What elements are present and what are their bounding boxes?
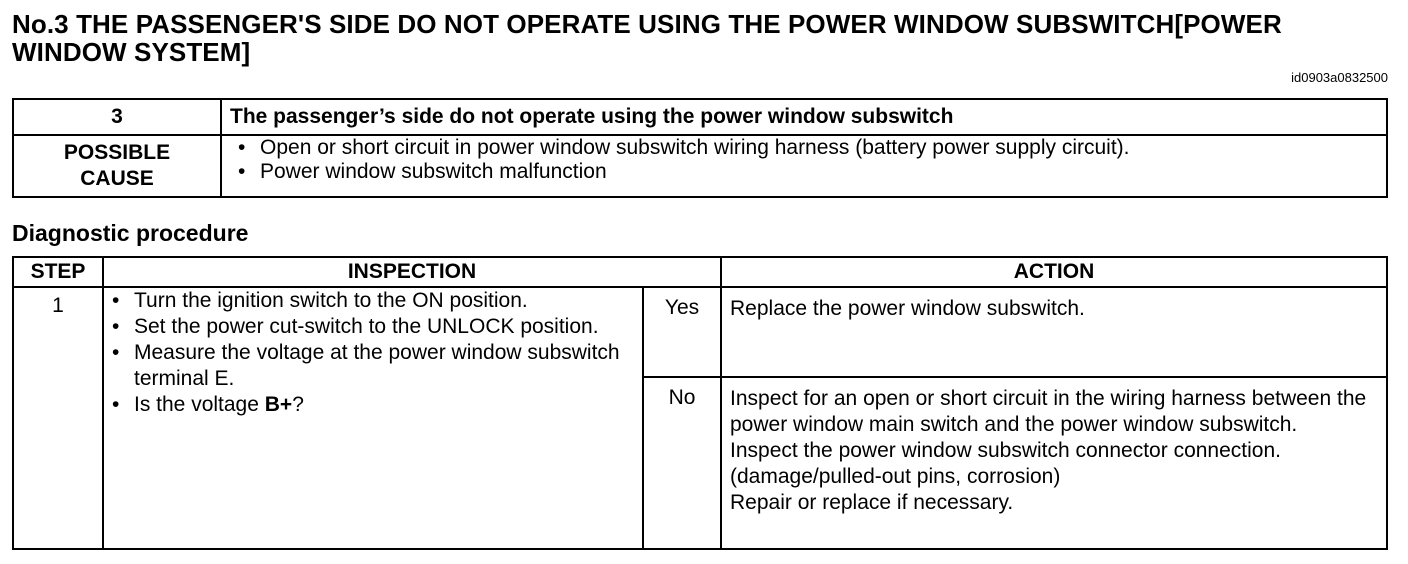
- possible-cause-item: • Power window subswitch malfunction: [230, 160, 1386, 184]
- symptom-number: 3: [13, 99, 221, 135]
- possible-cause-label: [13, 135, 221, 197]
- cause-table: [12, 98, 1388, 198]
- no-label: No: [643, 377, 721, 549]
- inspection-list: [104, 288, 642, 418]
- diagnostic-table: [12, 256, 1388, 550]
- inspection-question: [104, 392, 642, 418]
- possible-cause-label-line2: CAUSE: [80, 167, 154, 190]
- no-action-line: Inspect for an open or short circuit in the wiring harness between the power window main switch and the power window subswitch.: [730, 387, 1367, 436]
- step-column-header: STEP: [13, 257, 103, 287]
- possible-cause-item: • Open or short circuit in power window subswitch wiring harness (battery power supply circuit).: [230, 136, 1386, 160]
- possible-cause-label-line1: POSSIBLE: [63, 141, 171, 164]
- diagnostic-heading: Diagnostic procedure: [12, 220, 249, 246]
- diagnostic-header-row: [13, 257, 1387, 287]
- step-number: 1: [13, 287, 103, 549]
- inspection-cell: [103, 287, 643, 549]
- possible-cause-list-cell: [221, 135, 1387, 197]
- document-id: id0903a0832500: [1291, 70, 1388, 85]
- yes-action: Replace the power window subswitch.: [721, 287, 1387, 377]
- action-column-header: ACTION: [721, 257, 1387, 287]
- no-action-line: (damage/pulled-out pins, corrosion): [730, 465, 1061, 488]
- cause-table-header-row: [13, 99, 1387, 135]
- inspection-item: • Set the power cut-switch to the UNLOCK position.: [104, 314, 642, 340]
- possible-cause-list: [230, 136, 1386, 184]
- question-voltage-value: B+: [264, 393, 293, 416]
- no-action-line: Repair or replace if necessary.: [730, 491, 1014, 514]
- page-title: No.3 THE PASSENGER'S SIDE DO NOT OPERATE USING THE POWER WINDOW SUBSWITCH[POWER WINDOW SYSTEM]: [12, 9, 1282, 67]
- no-action: [721, 377, 1387, 549]
- step-row-yes: [13, 287, 1387, 377]
- no-action-line: Inspect the power window subswitch connector connection.: [730, 439, 1281, 462]
- question-suffix: ?: [292, 393, 304, 416]
- inspection-item: • Turn the ignition switch to the ON position.: [104, 288, 642, 314]
- inspection-item: • Measure the voltage at the power window subswitch terminal E.: [104, 340, 642, 392]
- symptom-description: The passenger’s side do not operate using the power window subswitch: [221, 99, 1387, 135]
- question-prefix: Is the voltage: [134, 393, 265, 416]
- inspection-column-header: INSPECTION: [103, 257, 721, 287]
- yes-label: Yes: [643, 287, 721, 377]
- possible-cause-row: [13, 135, 1387, 197]
